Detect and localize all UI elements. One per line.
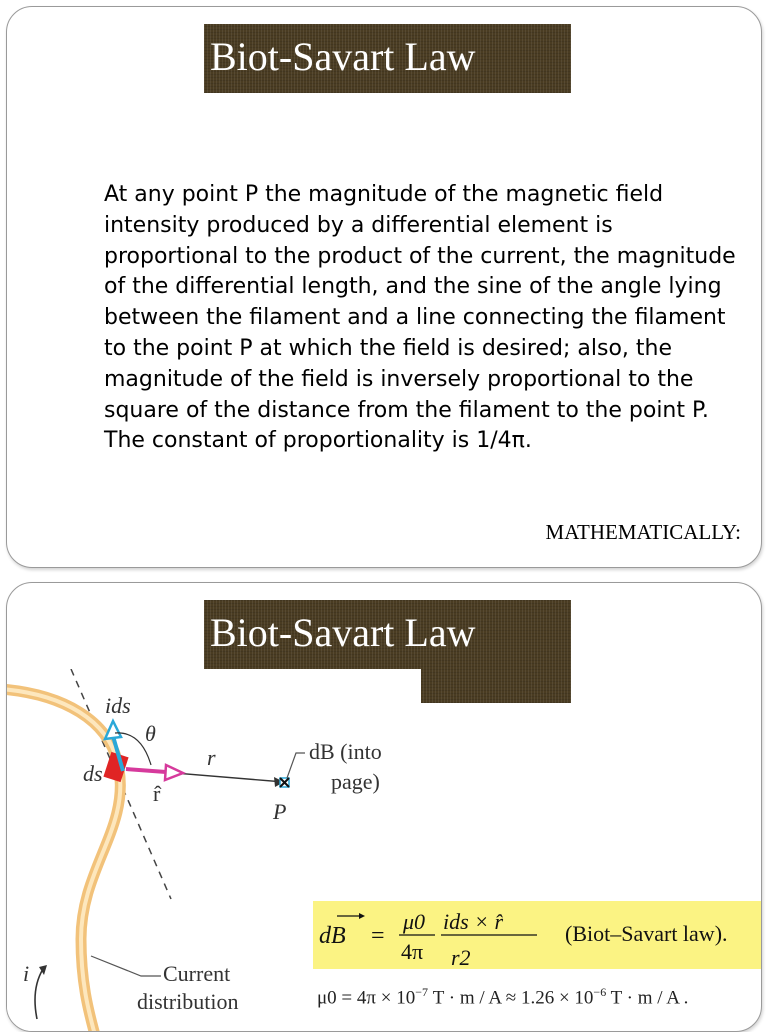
mu0-exp2: −6 — [593, 985, 607, 999]
p-label: P — [273, 799, 287, 824]
rhat-arrowhead — [165, 765, 183, 780]
biot-savart-equation — [313, 901, 762, 969]
slide-2 — [6, 582, 762, 1032]
i-label: i — [23, 961, 30, 986]
db-leader — [287, 753, 305, 778]
current-leader — [91, 956, 161, 976]
ids-label: ids — [105, 693, 131, 718]
biot-savart-figure — [6, 669, 424, 1032]
eq-four-pi: 4π — [401, 939, 424, 964]
rhat-label: r̂ — [153, 781, 161, 806]
eq-note: (Biot–Savart law). — [565, 921, 728, 946]
eq-denominator: r2 — [451, 945, 471, 969]
theta-label: θ — [145, 721, 156, 746]
db-label-page: page) — [331, 769, 380, 794]
current-arrow — [35, 969, 43, 1019]
slide-2-title: Biot-Savart Law — [204, 600, 571, 703]
mathematically-label: MATHEMATICALLY: — [545, 520, 741, 544]
rhat-arrow — [126, 769, 166, 772]
distribution-label: distribution — [137, 989, 239, 1014]
eq-mu0: μ0 — [403, 909, 426, 934]
mu0-definition — [317, 985, 688, 1009]
ds-label: ds — [83, 761, 103, 786]
eq-lhs: dB — [319, 923, 346, 949]
current-label: Current — [163, 961, 231, 986]
mu0-def: μ0 = 4π × 10 — [317, 987, 416, 1009]
mu0-exp1: −7 — [415, 985, 428, 999]
slide-1-title: Biot-Savart Law — [204, 24, 571, 93]
slide-1 — [6, 6, 762, 568]
mu0-units1: T · m / A ≈ 1.26 × 10 — [428, 987, 594, 1009]
eq-equals: = — [371, 923, 385, 949]
eq-numerator: ids × r̂ — [443, 909, 504, 934]
db-label: dB (into — [309, 739, 382, 764]
mu0-units2: T · m / A . — [606, 987, 689, 1009]
equation-graphic — [313, 901, 762, 969]
r-label: r — [207, 745, 216, 770]
slide-1-body-text: At any point P the magnitude of the magnetic field intensity produced by a differential element is proportional to the product of the current, the magnitude of the differential length, and the sine of the angle lying between the filament and a line connecting the filament to the point P at which the field is desired; also, the magnitude of the field is inversely proportional to the square of the distance from the filament to the point P. The constant of proportionality is 1/4π. — [104, 182, 736, 454]
